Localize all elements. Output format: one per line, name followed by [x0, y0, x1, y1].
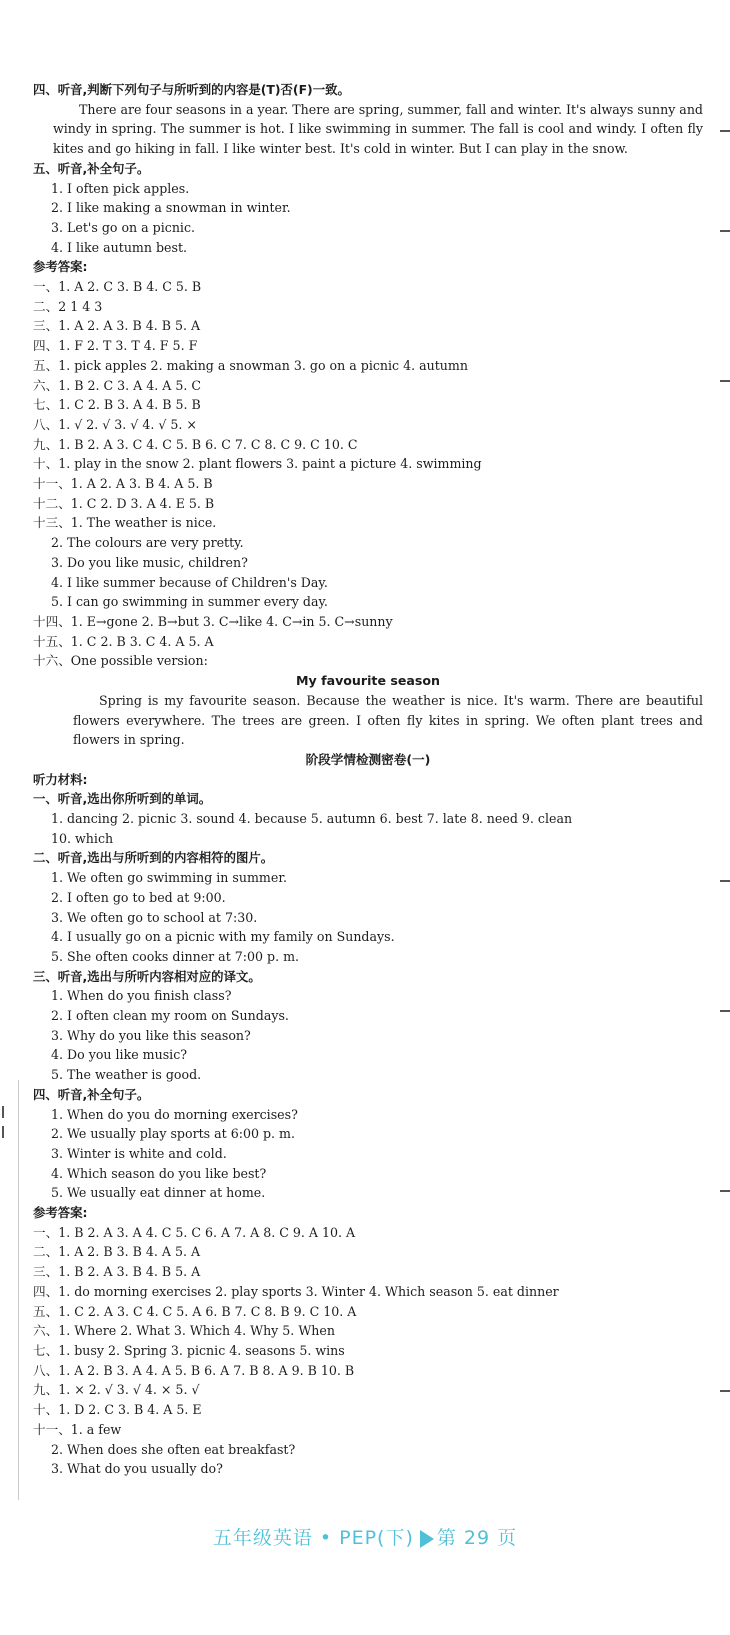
test-title: 阶段学情检测密卷(一) [305, 751, 431, 767]
edge-mark [720, 1190, 730, 1192]
answer-subline: 3. Do you like music, children? [51, 554, 248, 570]
section-title: 四、听音,补全句子。 [33, 1086, 150, 1102]
arrow-icon [420, 1530, 434, 1548]
answer-line: 十一、1. a few [33, 1421, 122, 1437]
section-title: 三、听音,选出与所听内容相对应的译文。 [33, 968, 261, 984]
page-number: 第 29 页 [436, 1527, 518, 1549]
footer-book-title: 五年级英语 • PEP(下) [212, 1527, 414, 1549]
margin-line [18, 1080, 19, 1500]
answers-sublist [33, 533, 703, 612]
answer-line: 十二、1. C 2. D 3. A 4. E 5. B [33, 495, 215, 511]
answer-line: 十、1. play in the snow 2. plant flowers 3. paint a picture 4. swimming [33, 456, 482, 472]
list-item: 1. We often go swimming in summer. [51, 870, 287, 886]
answer-line: 十六、One possible version: [33, 653, 208, 669]
edge-mark [720, 880, 730, 882]
list-item: 1. I often pick apples. [51, 180, 190, 196]
edge-mark [720, 130, 730, 132]
list-item: 5. We usually eat dinner at home. [51, 1185, 266, 1201]
list-item: 2. I like making a snowman in winter. [51, 200, 291, 216]
answer-line: 九、1. × 2. √ 3. √ 4. × 5. √ [33, 1382, 200, 1398]
answer-line: 八、1. √ 2. √ 3. √ 4. √ 5. × [33, 416, 197, 432]
answer-subline: 2. The colours are very pretty. [51, 535, 244, 551]
answer-subline: 2. When does she often eat breakfast? [51, 1441, 296, 1457]
list-item: 3. We often go to school at 7:30. [51, 909, 258, 925]
t4-list [33, 1105, 703, 1204]
answer-subline: 3. What do you usually do? [51, 1461, 223, 1477]
answer-line: 十四、1. E→gone 2. B→but 3. C→like 4. C→in 5. C→sunny [33, 613, 393, 629]
answer-line: 一、1. A 2. C 3. B 4. C 5. B [33, 279, 202, 295]
list-item: 2. I often clean my room on Sundays. [51, 1008, 289, 1024]
passage: There are four seasons in a year. There are spring, summer, fall and winter. It's always sunny and windy in spring. The summer is hot. I like swimming in summer. The fall is cool and windy. I often fly kites and go hiking in fall. I like winter best. It's cold in winter. But I can play in the snow. [53, 101, 703, 157]
list-item: 4. I like autumn best. [51, 239, 188, 255]
answer-line: 二、2 1 4 3 [33, 298, 103, 314]
answers-list [33, 612, 703, 671]
section-title: 五、听音,补全句子。 [33, 160, 150, 176]
answer-subline: 5. I can go swimming in summer every day. [51, 594, 328, 610]
edge-mark [720, 1390, 730, 1392]
answer-line: 十一、1. A 2. A 3. B 4. A 5. B [33, 476, 213, 492]
section-title: 四、听音,判断下列句子与所听到的内容是(T)否(F)一致。 [33, 82, 350, 97]
t2-list [33, 868, 703, 967]
edge-mark [720, 1010, 730, 1012]
section-title: 二、听音,选出与所听到的内容相符的图片。 [33, 850, 274, 866]
answers-list [33, 1223, 703, 1440]
sec5-list [33, 179, 703, 258]
margin-mark [2, 1106, 4, 1118]
answer-subline: 4. I like summer because of Children's Day. [51, 574, 328, 590]
answer-line: 五、1. pick apples 2. making a snowman 3. go on a picnic 4. autumn [33, 357, 468, 373]
word-list: 10. which [51, 830, 114, 846]
list-item: 4. Do you like music? [51, 1047, 188, 1063]
answer-line: 六、1. Where 2. What 3. Which 4. Why 5. When [33, 1323, 335, 1339]
edge-mark [720, 230, 730, 232]
page-footer [0, 1523, 730, 1550]
answer-line: 八、1. A 2. B 3. A 4. A 5. B 6. A 7. B 8. A 9. B 10. B [33, 1362, 355, 1378]
list-item: 5. The weather is good. [51, 1067, 202, 1083]
answer-line: 十五、1. C 2. B 3. C 4. A 5. A [33, 633, 214, 649]
answer-line: 四、1. F 2. T 3. T 4. F 5. F [33, 338, 198, 354]
essay-title: My favourite season [295, 673, 441, 689]
answers-sublist [33, 1440, 703, 1479]
list-item: 2. I often go to bed at 9:00. [51, 889, 226, 905]
list-item: 4. Which season do you like best? [51, 1165, 267, 1181]
answers-heading: 参考答案: [33, 1205, 88, 1221]
answer-line: 六、1. B 2. C 3. A 4. A 5. C [33, 377, 202, 393]
list-item: 3. Let's go on a picnic. [51, 219, 196, 235]
list-item: 1. When do you finish class? [51, 988, 232, 1004]
answer-line: 一、1. B 2. A 3. A 4. C 5. C 6. A 7. A 8. C 9. A 10. A [33, 1224, 356, 1240]
section-title: 一、听音,选出你所听到的单词。 [33, 791, 212, 807]
answer-line: 五、1. C 2. A 3. C 4. C 5. A 6. B 7. C 8. B 9. C 10. A [33, 1303, 357, 1319]
margin-mark [2, 1126, 4, 1138]
listening-label: 听力材料: [33, 771, 88, 787]
list-item: 2. We usually play sports at 6:00 p. m. [51, 1126, 295, 1142]
answer-line: 二、1. A 2. B 3. B 4. A 5. A [33, 1244, 201, 1260]
list-item: 1. When do you do morning exercises? [51, 1106, 298, 1122]
list-item: 3. Winter is white and cold. [51, 1145, 227, 1161]
t3-list [33, 986, 703, 1085]
answers-list [33, 277, 703, 533]
word-list: 1. dancing 2. picnic 3. sound 4. because 5. autumn 6. best 7. late 8. need 9. clean [51, 811, 573, 827]
answer-line: 三、1. B 2. A 3. B 4. B 5. A [33, 1264, 201, 1280]
answer-line: 十三、1. The weather is nice. [33, 515, 217, 531]
answer-line: 四、1. do morning exercises 2. play sports 3. Winter 4. Which season 5. eat dinner [33, 1283, 559, 1299]
list-item: 5. She often cooks dinner at 7:00 p. m. [51, 948, 300, 964]
document-body [33, 80, 703, 1479]
answers-heading: 参考答案: [33, 259, 88, 275]
edge-mark [720, 380, 730, 382]
list-item: 4. I usually go on a picnic with my family on Sundays. [51, 929, 395, 945]
essay-text: Spring is my favourite season. Because the weather is nice. It's warm. There are beautiful flowers everywhere. The trees are green. I often fly kites in spring. We often plant trees and flowers in spring. [73, 692, 703, 748]
answer-line: 三、1. A 2. A 3. B 4. B 5. A [33, 318, 201, 334]
answer-line: 七、1. C 2. B 3. A 4. B 5. B [33, 397, 201, 413]
answer-line: 七、1. busy 2. Spring 3. picnic 4. seasons 5. wins [33, 1343, 345, 1358]
list-item: 3. Why do you like this season? [51, 1027, 251, 1043]
answer-line: 九、1. B 2. A 3. C 4. C 5. B 6. C 7. C 8. C 9. C 10. C [33, 436, 358, 452]
answer-line: 十、1. D 2. C 3. B 4. A 5. E [33, 1402, 202, 1418]
